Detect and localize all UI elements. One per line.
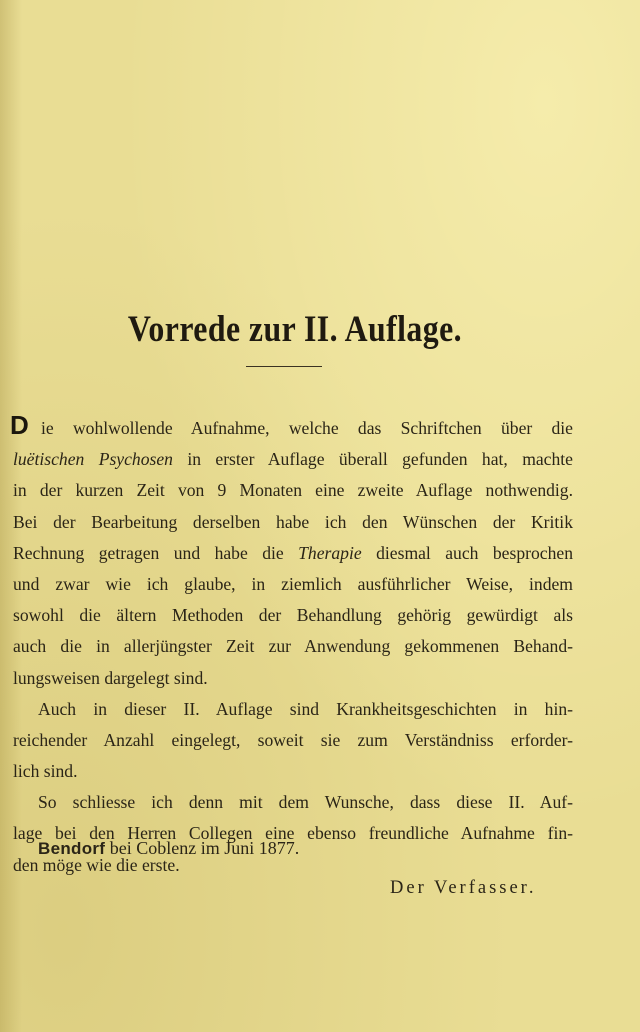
- text-line: [13, 538, 573, 569]
- paragraph-3: [13, 787, 573, 881]
- text-line: [10, 410, 573, 444]
- text-line: den möge wie die erste.: [13, 854, 180, 875]
- text-line: lungsweisen dargelegt sind.: [13, 667, 208, 688]
- text-line: lich sind.: [13, 761, 78, 782]
- text-span: ie wohlwollende Aufnahme, welche das Schriftchen über die: [41, 418, 573, 438]
- text-line: So schliesse ich denn mit dem Wunsche, dass diese II. Auf-: [38, 792, 573, 813]
- title-rule: [246, 366, 322, 367]
- text-line: und zwar wie ich glaube, in ziemlich ausführlicher Weise, indem: [13, 573, 573, 594]
- paragraph-2: [13, 694, 573, 788]
- italic-term: Therapie: [298, 542, 362, 563]
- place-and-date: [38, 838, 299, 859]
- text-line: Auch in dieser II. Auflage sind Krankheitsgeschichten in hin-: [38, 698, 573, 719]
- text-span: in erster Auflage überall gefunden hat, machte: [172, 449, 573, 470]
- text-line: [13, 444, 573, 475]
- text-line: Bei der Bearbeitung derselben habe ich den Wünschen der Kritik: [13, 511, 573, 532]
- page-title: Vorrede zur II. Auflage.: [127, 309, 463, 350]
- text-line: auch die in allerjüngster Zeit zur Anwendung gekommenen Behand-: [13, 636, 573, 657]
- italic-term: luëtischen Psychosen: [13, 449, 173, 470]
- place-city: Bendorf: [38, 839, 106, 858]
- preface-body: [10, 410, 574, 881]
- text-line: in der kurzen Zeit von 9 Monaten eine zweite Auflage nothwendig.: [13, 480, 573, 501]
- author-signature: Der Verfasser.: [390, 878, 537, 898]
- drop-cap: D: [10, 410, 29, 440]
- text-span: Rechnung getragen und habe die: [13, 542, 299, 563]
- paragraph-1: [10, 410, 574, 694]
- text-line: reichender Anzahl eingelegt, soweit sie zum Verständniss erforder-: [13, 729, 573, 750]
- text-line: sowohl die ältern Methoden der Behandlung gehörig gewürdigt als: [13, 605, 573, 626]
- text-span: diesmal auch besprochen: [361, 542, 574, 563]
- date-text: bei Coblenz im Juni 1877.: [105, 838, 300, 858]
- text-line: lage bei den Herren Collegen eine ebenso freundliche Aufnahme fin-: [13, 823, 573, 844]
